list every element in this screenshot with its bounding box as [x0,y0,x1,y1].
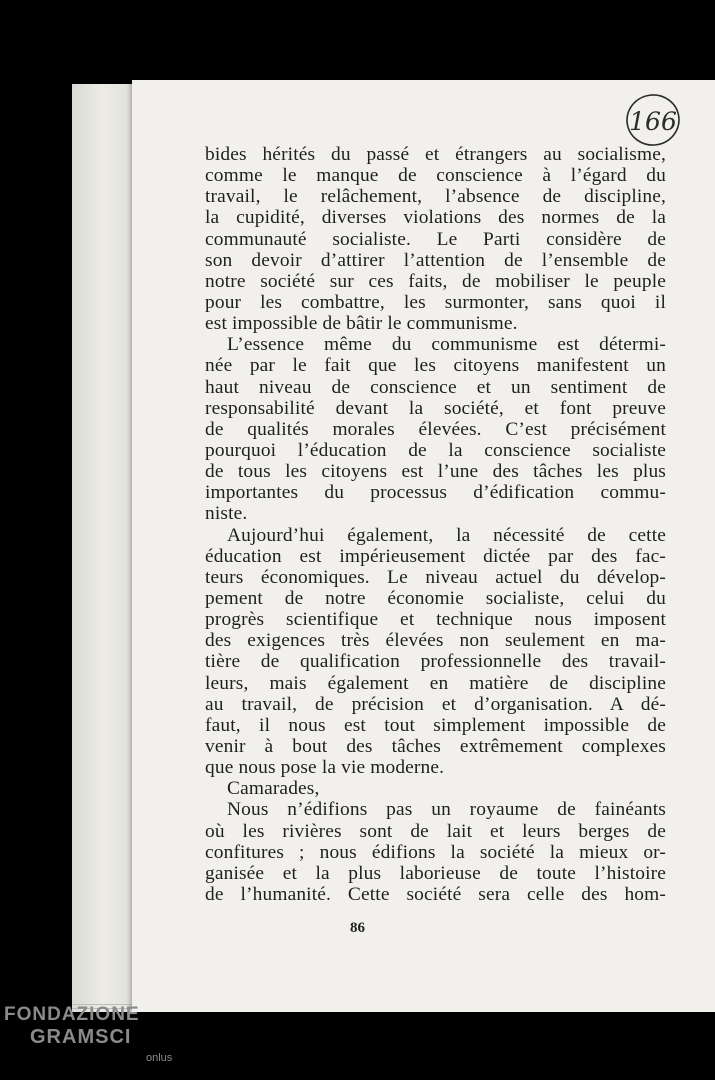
text-line: éducation est impérieusement dictée par des fac- [205,545,666,567]
fondazione-gramsci-watermark [4,1000,179,1080]
text-line: comme le manque de conscience à l’égard du [205,165,666,187]
text-line: tière de qualification professionnelle des travail- [205,651,666,673]
text-line: est impossible de bâtir le communisme. [205,313,518,335]
text-line: Aujourd’hui également, la nécessité de cette [227,524,666,546]
page-folio: 86 [350,920,365,936]
text-line: son devoir d’attirer l’attention de l’ensemble de [205,249,666,271]
text-line: communauté socialiste. Le Parti considère de [205,228,666,250]
stamp-number: 166 [629,107,677,136]
text-line: pement de notre économie socialiste, celui du [205,587,666,609]
text-line: de qualités morales élevées. C’est précisément [205,418,666,440]
text-line: niste. [205,503,248,525]
text-line: pourquoi l’éducation de la conscience socialiste [205,439,666,461]
text-line: de tous les citoyens est l’une des tâches les plus [205,461,666,483]
text-line: au travail, de précision et d’organisation. A dé- [205,693,666,715]
watermark-line2: GRAMSCI [30,1026,132,1048]
watermark-line3: onlus [146,1052,173,1064]
text-line: teurs économiques. Le niveau actuel du dévelop- [205,566,666,588]
text-line: responsabilité devant la société, et font preuve [205,397,666,419]
handwritten-page-number-stamp [624,90,682,148]
text-line: progrès scientifique et technique nous imposent [205,609,666,631]
text-line: notre société sur ces faits, de mobiliser le peuple [205,270,666,292]
text-line: venir à bout des tâches extrêmement complexes [205,735,666,757]
text-line: où les rivières sont de lait et leurs berges de [205,820,666,842]
text-line: ganisée et la plus laborieuse de toute l’histoire [205,862,666,884]
text-line: faut, il nous est tout simplement impossible de [205,714,666,736]
text-line: de l’humanité. Cette société sera celle des hom- [205,883,666,905]
text-line: des exigences très élevées non seulement en ma- [205,630,666,652]
text-line: confitures ; nous édifions la société la mieux or- [205,841,666,863]
body-text [205,144,666,905]
text-line: que nous pose la vie moderne. [205,757,445,779]
text-line: la cupidité, diverses violations des normes de la [205,207,666,229]
text-line: travail, le relâchement, l’absence de discipline, [205,186,666,208]
text-line: Nous n’édifions pas un royaume de fainéants [227,799,666,821]
text-line: Camarades, [227,778,320,800]
text-line: bides hérités du passé et étrangers au socialisme, [205,144,666,165]
text-line: leurs, mais également en matière de discipline [205,672,666,694]
watermark-line1: FONDAZIONE [4,1004,140,1025]
text-line: haut niveau de conscience et un sentiment de [205,376,666,398]
text-line: pour les combattre, les surmonter, sans quoi il [205,291,666,313]
text-line: née par le fait que les citoyens manifestent un [205,355,666,377]
text-line: importantes du processus d’édification commu- [205,482,666,504]
text-line: L’essence même du communisme est détermi- [227,334,666,356]
